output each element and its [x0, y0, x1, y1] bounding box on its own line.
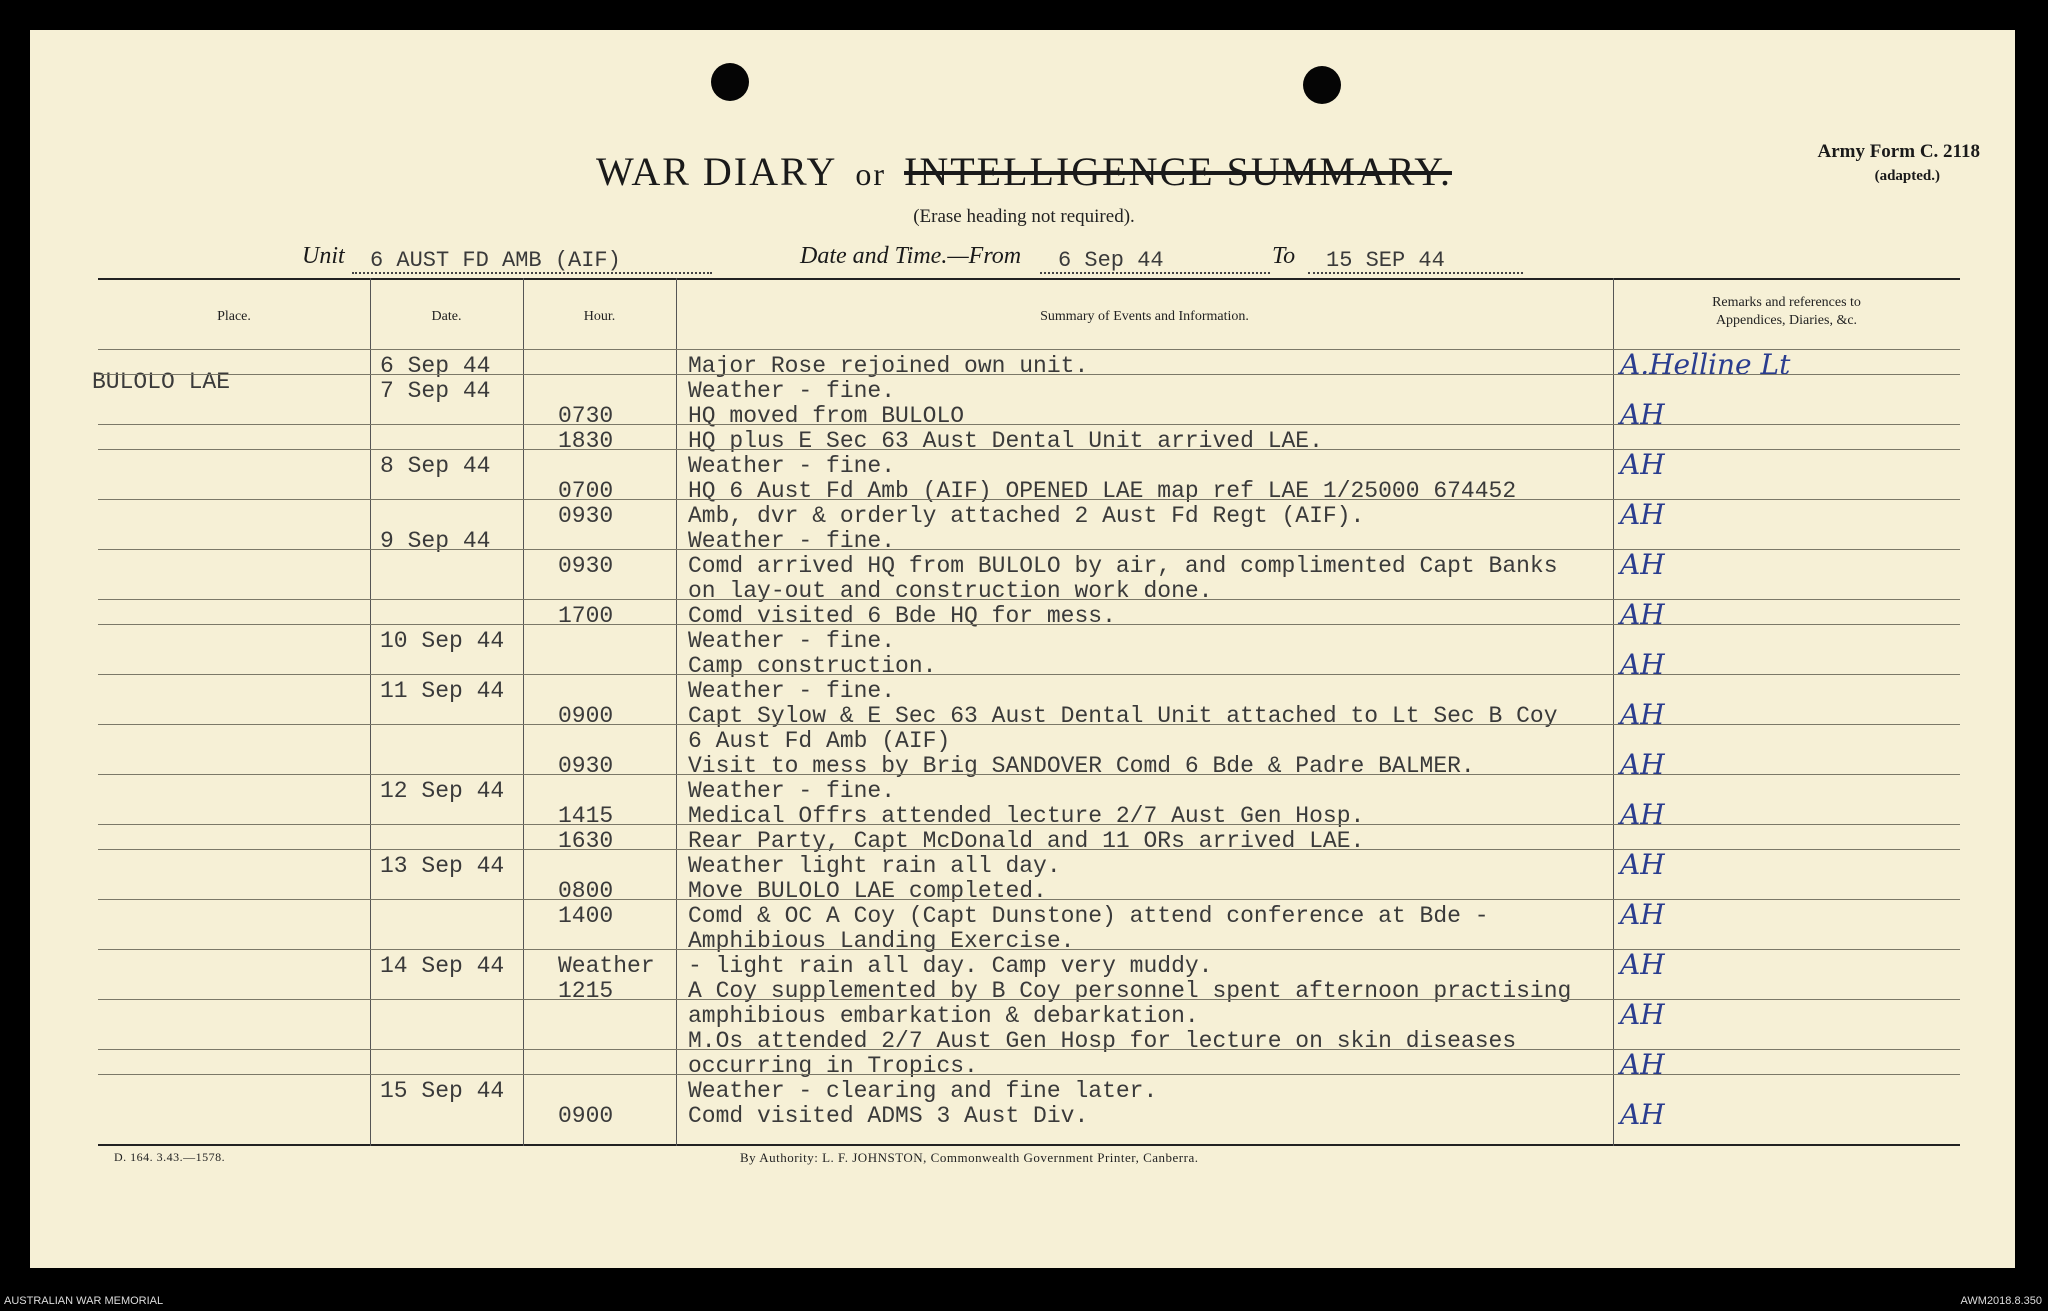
punch-hole-left [711, 63, 749, 101]
summary-cell: amphibious embarkation & debarkation. [688, 1003, 1199, 1029]
summary-cell: Rear Party, Capt McDonald and 11 ORs arrived LAE. [688, 828, 1365, 854]
remarks-initials: AH [1620, 598, 1665, 631]
summary-cell: Weather light rain all day. [688, 853, 1061, 879]
summary-cell: HQ moved from BULOLO [688, 403, 965, 429]
column-divider [523, 278, 524, 1146]
archive-name: AUSTRALIAN WAR MEMORIAL [4, 1295, 164, 1307]
table-bottom-rule [98, 1144, 1960, 1146]
erase-note: (Erase heading not required). [913, 206, 1135, 227]
hour-cell: 0900 [558, 1103, 614, 1129]
table-top-rule [98, 278, 1960, 280]
remarks-initials: AH [1620, 848, 1665, 881]
date-cell: 12 Sep 44 [380, 778, 505, 804]
army-form-title: Army Form C. 2118 [1817, 141, 1980, 162]
summary-cell: Comd visited ADMS 3 Aust Div. [688, 1103, 1089, 1129]
summary-cell: HQ plus E Sec 63 Aust Dental Unit arrived LAE. [688, 428, 1323, 454]
row-rule [98, 424, 1960, 425]
heading-intelligence-summary: INTELLIGENCE SUMMARY. [904, 149, 1452, 194]
date-cell: 6 Sep 44 [380, 353, 491, 379]
summary-cell: Weather - fine. [688, 678, 896, 704]
date-cell: 7 Sep 44 [380, 378, 491, 404]
unit-value: 6 AUST FD AMB (AIF) [352, 248, 712, 274]
remarks-initials: AH [1620, 748, 1665, 781]
hour-cell: 0930 [558, 503, 614, 529]
punch-hole-right [1303, 66, 1341, 104]
hour-cell: Weather [558, 953, 655, 979]
summary-cell: Visit to mess by Brig SANDOVER Comd 6 Bde & Padre BALMER. [688, 753, 1475, 779]
hour-cell: 1415 [558, 803, 614, 829]
summary-cell: Move BULOLO LAE completed. [688, 878, 1047, 904]
remarks-initials: A.Helline Lt [1620, 348, 1791, 381]
footer-authority: By Authority: L. F. JOHNSTON, Commonwealth Government Printer, Canberra. [740, 1150, 1199, 1165]
row-rule [98, 599, 1960, 600]
remarks-initials: AH [1620, 698, 1665, 731]
remarks-initials: AH [1620, 898, 1665, 931]
column-header-remarks [1613, 294, 1960, 330]
summary-cell: Comd visited 6 Bde HQ for mess. [688, 603, 1116, 629]
remarks-initials: AH [1620, 1048, 1665, 1081]
row-rule [98, 999, 1960, 1000]
column-header-place: Place. [217, 309, 251, 324]
hour-cell: 0730 [558, 403, 614, 429]
unit-label: Unit [302, 243, 345, 269]
remarks-initials: AH [1620, 448, 1665, 481]
hour-cell: 1215 [558, 978, 614, 1004]
summary-cell: on lay-out and construction work done. [688, 578, 1213, 604]
summary-cell: Amb, dvr & orderly attached 2 Aust Fd Regt (AIF). [688, 503, 1365, 529]
column-divider [676, 278, 677, 1146]
row-rule [98, 449, 1960, 450]
remarks-initials: AH [1620, 498, 1665, 531]
hour-cell: 1400 [558, 903, 614, 929]
heading-or: or [855, 156, 887, 192]
date-time-label: Date and Time.—From [800, 243, 1022, 269]
footer-form-code: D. 164. 3.43.—1578. [114, 1150, 226, 1164]
row-rule [98, 899, 1960, 900]
row-rule [98, 349, 1960, 350]
remarks-initials: AH [1620, 398, 1665, 431]
summary-cell: Medical Offrs attended lecture 2/7 Aust Gen Hosp. [688, 803, 1365, 829]
hour-cell: 1630 [558, 828, 614, 854]
summary-cell: Weather - fine. [688, 528, 896, 554]
summary-cell: Amphibious Landing Exercise. [688, 928, 1075, 954]
column-header-date: Date. [431, 309, 462, 324]
summary-cell: Comd & OC A Coy (Capt Dunstone) attend conference at Bde - [688, 903, 1489, 929]
archive-ref: AWM2018.8.350 [1960, 1295, 2042, 1307]
hour-cell: 1830 [558, 428, 614, 454]
date-from-value: 6 Sep 44 [1040, 248, 1270, 274]
date-cell: 10 Sep 44 [380, 628, 505, 654]
row-rule [98, 499, 1960, 500]
row-rule [98, 1074, 1960, 1075]
column-divider [1613, 278, 1614, 1146]
date-to-label: To [1272, 243, 1296, 269]
summary-cell: Comd arrived HQ from BULOLO by air, and complimented Capt Banks [688, 553, 1558, 579]
date-to-value: 15 SEP 44 [1308, 248, 1523, 274]
summary-cell: A Coy supplemented by B Coy personnel spent afternoon practising [688, 978, 1572, 1004]
summary-cell: Weather - fine. [688, 453, 896, 479]
row-rule [98, 824, 1960, 825]
date-cell: 8 Sep 44 [380, 453, 491, 479]
summary-cell: Weather - fine. [688, 378, 896, 404]
row-rule [98, 849, 1960, 850]
summary-cell: Major Rose rejoined own unit. [688, 353, 1089, 379]
summary-cell: Weather - fine. [688, 628, 896, 654]
summary-cell: occurring in Tropics. [688, 1053, 978, 1079]
remarks-header-line-2: Appendices, Diaries, &c. [1715, 313, 1858, 328]
army-form-subtitle: (adapted.) [1874, 168, 1940, 184]
summary-cell: - light rain all day. Camp very muddy. [688, 953, 1213, 979]
remarks-initials: AH [1620, 548, 1665, 581]
date-cell: 13 Sep 44 [380, 853, 505, 879]
hour-cell: 0700 [558, 478, 614, 504]
column-header-hour: Hour. [583, 309, 616, 324]
date-cell: 14 Sep 44 [380, 953, 505, 979]
date-cell: 15 Sep 44 [380, 1078, 505, 1104]
row-rule [98, 624, 1960, 625]
summary-cell: Camp construction. [688, 653, 937, 679]
diary-table [92, 278, 1960, 1146]
hour-cell: 0800 [558, 878, 614, 904]
hour-cell: 1700 [558, 603, 614, 629]
remarks-header-line-1: Remarks and references to [1712, 295, 1861, 310]
remarks-initials: AH [1620, 948, 1665, 981]
column-header-summary: Summary of Events and Information. [1040, 309, 1249, 324]
date-cell: 11 Sep 44 [380, 678, 505, 704]
archive-bar [0, 1294, 2048, 1311]
remarks-initials: AH [1620, 648, 1665, 681]
summary-cell: 6 Aust Fd Amb (AIF) [688, 728, 951, 754]
row-rule [98, 774, 1960, 775]
remarks-initials: AH [1620, 1098, 1665, 1131]
summary-cell: Weather - fine. [688, 778, 896, 804]
hour-cell: 0900 [558, 703, 614, 729]
hour-cell: 0930 [558, 753, 614, 779]
column-divider [370, 278, 371, 1146]
summary-cell: Weather - clearing and fine later. [688, 1078, 1158, 1104]
summary-cell: Capt Sylow & E Sec 63 Aust Dental Unit attached to Lt Sec B Coy [688, 703, 1558, 729]
row-rule [98, 374, 1960, 375]
row-rule [98, 674, 1960, 675]
summary-cell: HQ 6 Aust Fd Amb (AIF) OPENED LAE map ref LAE 1/25000 674452 [688, 478, 1517, 504]
row-rule [98, 1049, 1960, 1050]
row-rule [98, 724, 1960, 725]
remarks-initials: AH [1620, 798, 1665, 831]
hour-cell: 0930 [558, 553, 614, 579]
heading-war-diary: WAR DIARY [596, 149, 838, 194]
remarks-initials: AH [1620, 998, 1665, 1031]
place-cell: BULOLO LAE [92, 369, 231, 395]
row-rule [98, 949, 1960, 950]
row-rule [98, 549, 1960, 550]
date-cell: 9 Sep 44 [380, 528, 491, 554]
summary-cell: M.Os attended 2/7 Aust Gen Hosp for lecture on skin diseases [688, 1028, 1517, 1054]
army-form-label [1740, 140, 1980, 188]
